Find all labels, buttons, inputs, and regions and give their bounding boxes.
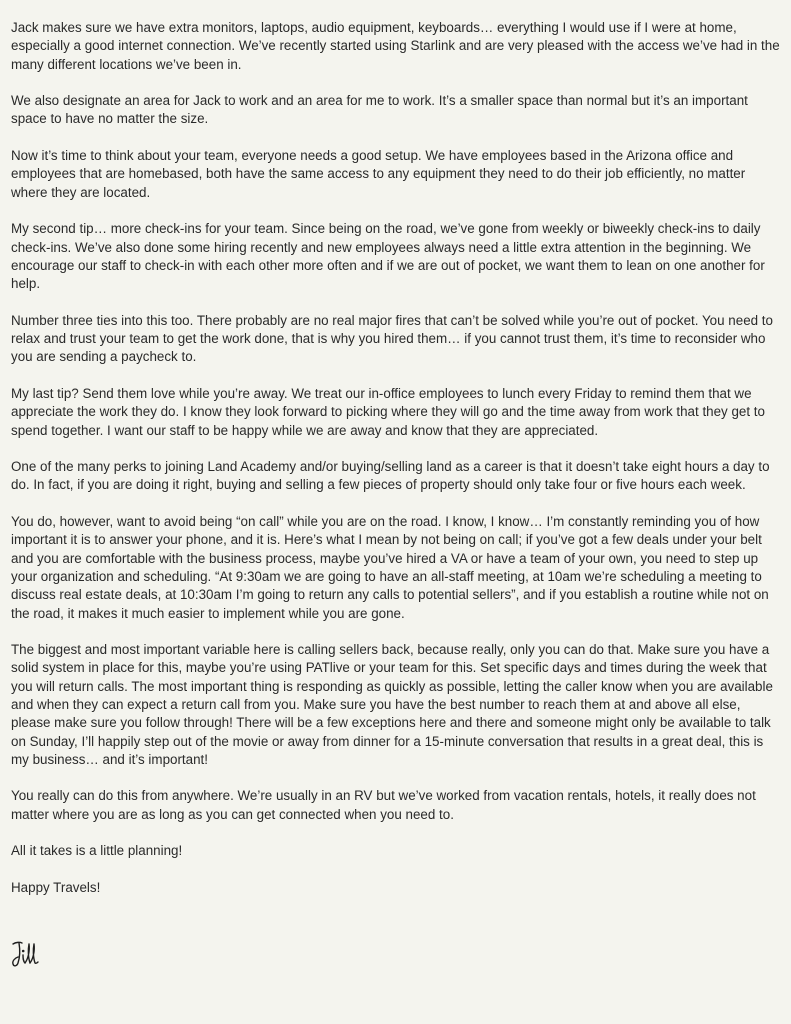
paragraph-check-ins: My second tip… more check-ins for your team. Since being on the road, we’ve gone from weekly or biweekly check-ins to daily check-ins. We’ve also done some hiring recently and new employees always need a little extra attention in the beginning. We encourage our staff to check-in with each other more often and if we are out of pocket, we want them to lean on one another for help.	[11, 221, 765, 292]
paragraph-work-areas: We also designate an area for Jack to work and an area for me to work. It’s a smaller space than normal but it’s an important space to have no matter the size.	[11, 93, 748, 127]
paragraph-on-call: You do, however, want to avoid being “on call” while you are on the road. I know, I know… I’m constantly reminding you of how important it is to answer your phone, and it is. Here’s what I mean by not being on call; if you’ve got a few deals under your belt and you are comfortable with the business process, maybe you’ve hired a VA or have a team of your own, you need to step up your organization and scheduling. “At 9:30am we are going to have an all-staff meeting, at 10am we’re scheduling a meeting to discuss real estate deals, at 10:30am I’m going to return any calls to potential sellers”, and if you establish a routine while not on the road, it makes it much easier to implement while you are gone.	[11, 514, 769, 621]
paragraph-perks: One of the many perks to joining Land Academy and/or buying/selling land as a career is that it doesn’t take eight hours a day to do. In fact, if you are doing it right, buying and selling a few pieces of property should only take four or five hours each week.	[11, 459, 770, 493]
signature-jill	[10, 939, 40, 969]
paragraph-equipment: Jack makes sure we have extra monitors, laptops, audio equipment, keyboards… everything I would use if I were at home, especially a good internet connection. We’ve recently started using Starlink and are very pleased with the access we’ve had in the many different locations we’ve been in.	[11, 20, 780, 72]
paragraph-trust-team: Number three ties into this too. There probably are no real major fires that can’t be solved while you’re out of pocket. You need to relax and trust your team to get the work done, that is why you hired them… if you cannot trust them, it’s time to reconsider who you are sending a paycheck to.	[11, 312, 773, 365]
paragraph-planning: All it takes is a little planning!	[11, 843, 183, 859]
paragraph-sign-off: Happy Travels!	[11, 879, 101, 895]
article-body	[11, 19, 781, 916]
paragraph-anywhere: You really can do this from anywhere. We’re usually in an RV but we’ve worked from vacation rentals, hotels, it really does not matter where you are as long as you can get connected when you need to.	[11, 788, 756, 822]
paragraph-calling-sellers: The biggest and most important variable here is calling sellers back, because really, only you can do that. Make sure you have a solid system in place for this, maybe you’re using PATlive or your team for this. Set specific days and times during the week that you will return calls. The most important thing is responding as quickly as possible, letting the caller know when you are available and when they can expect a return call from you. Make sure you have the best number to reach them at and above all else, please make sure you follow through! There will be a few exceptions here and there and someone might only be available to talk on Sunday, I’ll happily step out of the movie or away from dinner for a 15-minute conversation that results in a great deal, this is my business… and it’s important!	[11, 642, 773, 767]
paragraph-team-setup: Now it’s time to think about your team, everyone needs a good setup. We have employees based in the Arizona office and employees that are homebased, both have the same access to any equipment they need to do their job efficiently, no matter where they are located.	[11, 148, 746, 200]
paragraph-send-love: My last tip? Send them love while you’re away. We treat our in-office employees to lunch every Friday to remind them that we appreciate the work they do. I know they look forward to picking where they will go and the time away from work that they get to spend together. I want our staff to be happy while we are away and know that they are appreciated.	[11, 385, 765, 438]
signature-glyph	[10, 939, 40, 969]
